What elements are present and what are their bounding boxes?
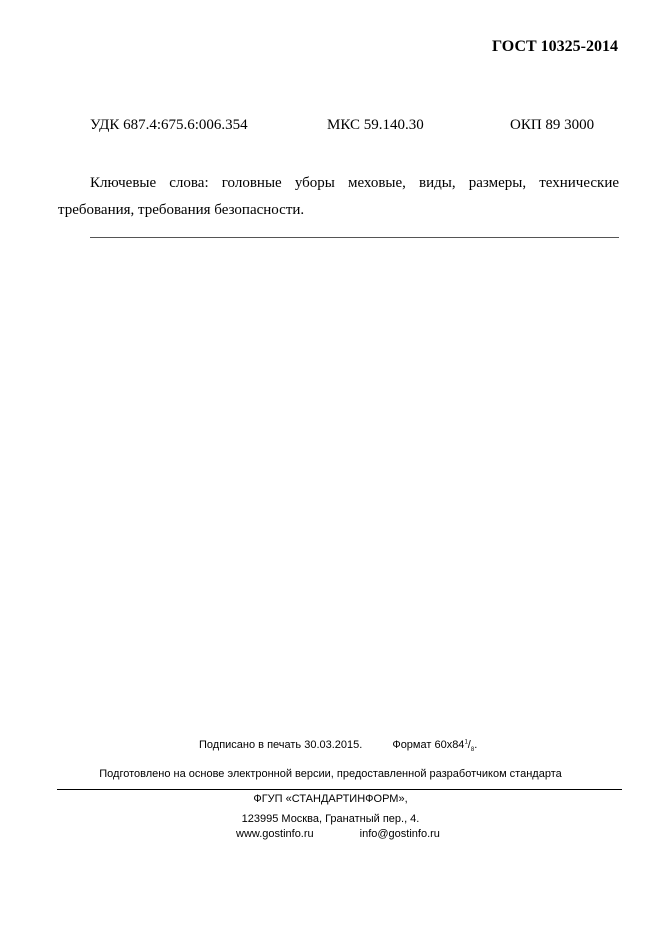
signed-date: Подписано в печать 30.03.2015.	[199, 739, 363, 751]
keywords-paragraph	[58, 170, 619, 224]
publisher-address: 123995 Москва, Гранатный пер., 4.	[241, 813, 420, 825]
paper-format: Формат $60x84^1/_8$.	[392, 739, 478, 754]
divider-top	[90, 237, 619, 238]
okp-code: ОКП 89 3000	[510, 117, 595, 133]
udk-code: УДК 687.4:675.6:006.354	[90, 117, 248, 133]
print-signed-row	[199, 739, 477, 753]
keywords-text: головные уборы меховые, виды, размеры, технические требования, требования безопасности.	[58, 175, 620, 218]
prepared-note: Подготовлено на основе электронной версии, предоставленной разработчиком стандарта	[99, 768, 562, 780]
publisher-name: ФГУП «СТАНДАРТИНФОРМ»,	[253, 793, 408, 805]
divider-bottom	[57, 789, 622, 790]
website-link[interactable]: www.gostinfo.ru	[236, 828, 314, 840]
standard-code: ГОСТ 10325-2014	[492, 38, 618, 55]
email-link[interactable]: info@gostinfo.ru	[359, 828, 440, 840]
mks-code: МКС 59.140.30	[327, 117, 424, 133]
keywords-label: Ключевые слова:	[90, 175, 209, 191]
contacts-row	[236, 828, 440, 840]
